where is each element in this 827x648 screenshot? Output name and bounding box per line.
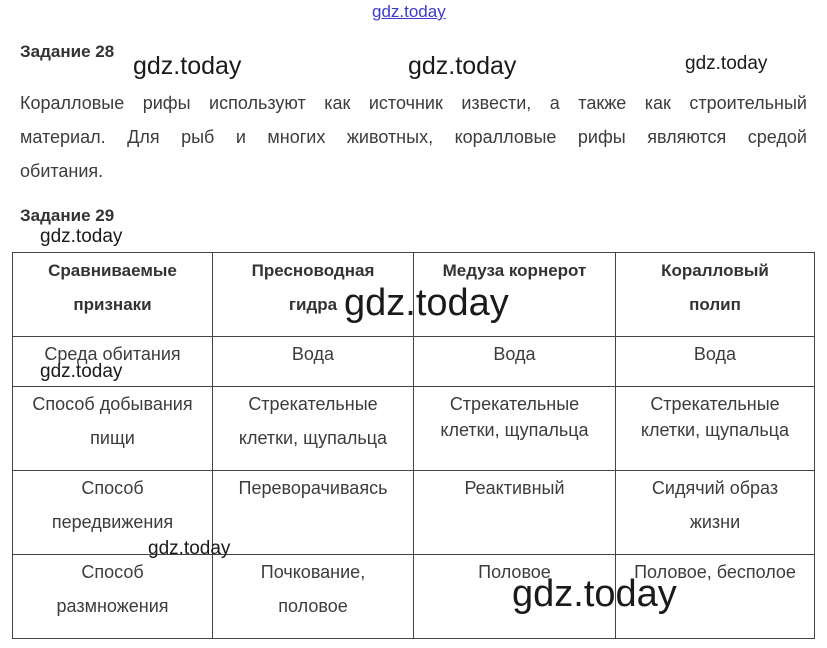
watermark: gdz.today [408,52,517,80]
table-cell: Стрекательные клетки, щупальца [414,387,616,471]
table-row [13,471,815,555]
table-cell: Способ передвижения [13,471,213,555]
table-row [13,387,815,471]
watermark: gdz.today [133,52,242,80]
watermark: gdz.today [512,573,677,615]
watermark: gdz.today [344,282,509,324]
watermark: gdz.today [40,226,123,247]
watermark: gdz.today [685,53,768,74]
table-cell: Вода [414,337,616,387]
comparison-table [12,252,815,639]
table-cell: Половое [414,555,616,639]
table-cell: Вода [213,337,414,387]
answer-line: обитания. [20,161,104,181]
answer-line: материал. Для рыб и многих животных, коралловые рифы являются средой [20,127,807,147]
watermark: gdz.today [40,361,123,382]
table-cell: Стрекательные клетки, щупальца [616,387,815,471]
table-header-row [13,253,815,337]
watermark: gdz.today [148,538,231,559]
table-cell: Среда обитания [13,337,213,387]
task-29-heading: Задание 29 [20,206,115,225]
table-cell: Реактивный [414,471,616,555]
table-row [13,337,815,387]
table-cell: Почкование, половое [213,555,414,639]
table-cell: Способ добывания пищи [13,387,213,471]
answer-line: Коралловые рифы используют как источник извести, а также как строительный [20,93,807,113]
table-cell: Половое, бесполое [616,555,815,639]
table-cell: Стрекательные клетки, щупальца [213,387,414,471]
task-28-answer [20,86,807,188]
header-cell: Медуза корнерот [414,253,616,337]
header-cell: Сравниваемые признаки [13,253,213,337]
task-28-heading: Задание 28 [20,42,115,61]
watermark-top[interactable]: gdz.today [372,2,446,21]
table-cell: Переворачиваясь [213,471,414,555]
header-cell: Пресноводная гидра [213,253,414,337]
table-cell: Способ размножения [13,555,213,639]
table-cell: Сидячий образ жизни [616,471,815,555]
table-row [13,555,815,639]
table-cell: Вода [616,337,815,387]
header-cell: Коралловый полип [616,253,815,337]
